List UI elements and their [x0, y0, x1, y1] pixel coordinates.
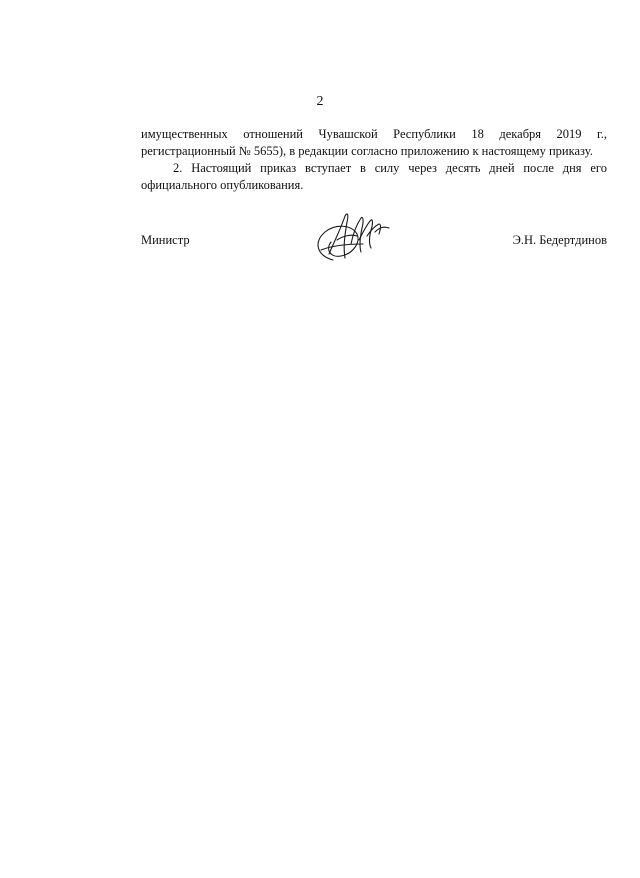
signature-block — [141, 210, 607, 270]
paragraph-effective-date — [141, 160, 607, 194]
paragraph-line: 2. Настоящий приказ вступает в силу через десять дней после дня его — [173, 161, 607, 175]
paragraph-line: официального опубликования. — [141, 178, 304, 192]
paragraph-continuation — [141, 126, 607, 160]
paragraph-line: регистрационный № 5655), в редакции согласно приложению к настоящему приказу. — [141, 144, 593, 158]
page-number: 2 — [316, 94, 324, 109]
paragraph-line: имущественных отношений Чувашской Республики 18 декабря 2019 г., — [141, 127, 607, 141]
handwritten-signature-icon — [311, 210, 391, 268]
signer-position: Министр — [141, 233, 190, 247]
signer-name: Э.Н. Бедертдинов — [512, 233, 607, 247]
